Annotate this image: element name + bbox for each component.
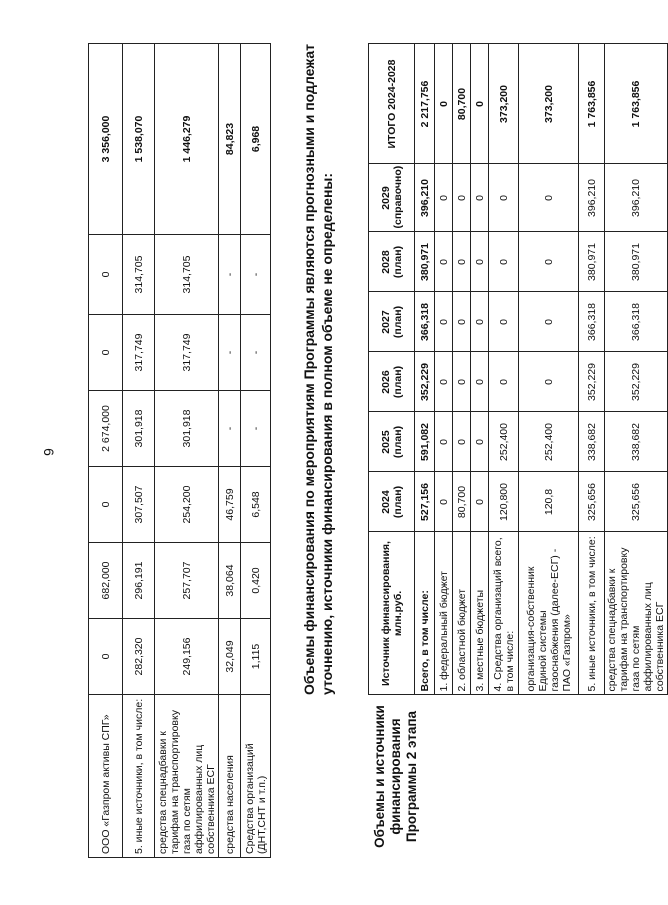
- row-label: ООО «Газпром активы СПГ»: [89, 695, 123, 858]
- cell-total: 84,823: [219, 44, 241, 235]
- cell-2028: 380,971: [605, 232, 668, 292]
- row-label: Средства организаций (ДНТ,СНТ и т.п.): [241, 695, 271, 858]
- cell-2029: 0: [489, 164, 519, 232]
- cell-2029: 396,210: [579, 164, 605, 232]
- cell-total: 80,700: [453, 44, 471, 164]
- table-row: [89, 44, 123, 858]
- cell-2026: 6,548: [241, 467, 271, 543]
- cell-2028: 0: [453, 232, 471, 292]
- header-2029: 2029 (справочно): [369, 164, 415, 232]
- cell-total: 373,200: [489, 44, 519, 164]
- cell-2025: 296,191: [123, 543, 155, 619]
- cell-2029: 0: [89, 235, 123, 315]
- cell-2028: 0: [89, 315, 123, 391]
- row-label: 5. иные источники, в том числе:: [123, 695, 155, 858]
- cell-total: 6,968: [241, 44, 271, 235]
- cell-2024: 249,156: [155, 619, 219, 695]
- row-label: организация-собственник Единой системы газоснабжения (далее-ЕСГ) - ПАО «Газпром»: [519, 532, 579, 695]
- cell-2026: 0: [489, 352, 519, 412]
- cell-2024: 325,656: [605, 472, 668, 532]
- cell-2027: 0: [519, 292, 579, 352]
- table-row: [241, 44, 271, 858]
- stage2-intro-text: Объемы финансирования по мероприятиям Программы являются прогнозными и подлежат уточнению, источники финансирования в полном объеме не определены:: [301, 44, 335, 695]
- section-label-cell: [369, 695, 668, 858]
- header-row: [369, 44, 415, 858]
- cell-2027: 301,918: [155, 391, 219, 467]
- cell-total: 1 763,856: [579, 44, 605, 164]
- row-label: 3. местные бюджеты: [471, 532, 489, 695]
- cell-2027: 366,318: [415, 292, 435, 352]
- cell-2026: 254,200: [155, 467, 219, 543]
- section-label-line: Объемы и источники: [372, 705, 387, 848]
- cell-2027: 0: [453, 292, 471, 352]
- cell-total: 0: [471, 44, 489, 164]
- cell-2025: 682,000: [89, 543, 123, 619]
- cell-2029: 0: [435, 164, 453, 232]
- cell-2027: 0: [471, 292, 489, 352]
- cell-2026: 0: [89, 467, 123, 543]
- cell-2027: 366,318: [579, 292, 605, 352]
- cell-2028: 0: [435, 232, 453, 292]
- cell-2024: 0: [435, 472, 453, 532]
- cell-2027: -: [219, 391, 241, 467]
- cell-2026: 0: [435, 352, 453, 412]
- row-label: 2. областной бюджет: [453, 532, 471, 695]
- cell-2029: 0: [453, 164, 471, 232]
- section-label-line: Программы 2 этапа: [404, 710, 419, 843]
- cell-total: 1 763,856: [605, 44, 668, 164]
- header-2028: 2028 (план): [369, 232, 415, 292]
- cell-2024: 325,656: [579, 472, 605, 532]
- cell-2025: 0,420: [241, 543, 271, 619]
- cell-2026: 46,759: [219, 467, 241, 543]
- cell-total: 0: [435, 44, 453, 164]
- cell-2027: 2 674,000: [89, 391, 123, 467]
- header-2025: 2025 (план): [369, 412, 415, 472]
- cell-2028: 0: [489, 232, 519, 292]
- cell-2028: 380,971: [415, 232, 435, 292]
- cell-total: 1 538,070: [123, 44, 155, 235]
- header-source: Источник финансирования, млн.руб.: [369, 532, 415, 695]
- cell-2025: 338,682: [579, 412, 605, 472]
- cell-2024: 0: [471, 472, 489, 532]
- header-total: ИТОГО 2024-2028: [369, 44, 415, 164]
- cell-2029: -: [219, 235, 241, 315]
- cell-2024: 120,8: [519, 472, 579, 532]
- cell-2024: 0: [89, 619, 123, 695]
- cell-2029: 314,705: [155, 235, 219, 315]
- stage2-financing-table: [368, 44, 668, 859]
- cell-2028: 380,971: [579, 232, 605, 292]
- row-label: средства спецнадбавки к тарифам на транспортировку газа по сетям аффилированных лиц собственника ЕСГ: [155, 695, 219, 858]
- cell-2025: 0: [453, 412, 471, 472]
- cell-total: 2 217,756: [415, 44, 435, 164]
- cell-2025: 38,064: [219, 543, 241, 619]
- cell-2029: 0: [471, 164, 489, 232]
- cell-2028: 0: [519, 232, 579, 292]
- cell-2026: 0: [519, 352, 579, 412]
- cell-2027: 366,318: [605, 292, 668, 352]
- table-row: [123, 44, 155, 858]
- cell-2029: 396,210: [605, 164, 668, 232]
- cell-2027: 301,918: [123, 391, 155, 467]
- cell-2025: 338,682: [605, 412, 668, 472]
- cell-2029: -: [241, 235, 271, 315]
- row-label: 4. Средства организаций всего, в том числе:: [489, 532, 519, 695]
- page-number: 6: [41, 448, 57, 456]
- cell-2025: 252,400: [489, 412, 519, 472]
- row-label: средства спецнадбавки к тарифам на транспортировку газа по сетям аффилированных лиц собственника ЕСГ: [605, 532, 668, 695]
- cell-2028: 0: [471, 232, 489, 292]
- cell-2025: 257,707: [155, 543, 219, 619]
- cell-2026: 0: [453, 352, 471, 412]
- cell-2027: 0: [489, 292, 519, 352]
- cell-2025: 0: [435, 412, 453, 472]
- cell-2025: 252,400: [519, 412, 579, 472]
- cell-2027: 0: [435, 292, 453, 352]
- cell-2028: 317,749: [155, 315, 219, 391]
- header-2024: 2024 (план): [369, 472, 415, 532]
- cell-2026: 352,229: [579, 352, 605, 412]
- header-2026: 2026 (план): [369, 352, 415, 412]
- cell-2029: 314,705: [123, 235, 155, 315]
- row-label: средства населения: [219, 695, 241, 858]
- cell-2024: 32,049: [219, 619, 241, 695]
- cell-2026: 307,507: [123, 467, 155, 543]
- cell-2028: 317,749: [123, 315, 155, 391]
- header-2027: 2027 (план): [369, 292, 415, 352]
- table-row: [219, 44, 241, 858]
- cell-2028: -: [219, 315, 241, 391]
- row-label: Всего, в том числе:: [415, 532, 435, 695]
- table-row: [155, 44, 219, 858]
- cell-2029: 0: [519, 164, 579, 232]
- cell-total: 3 356,000: [89, 44, 123, 235]
- cell-2025: 0: [471, 412, 489, 472]
- cell-2025: 591,082: [415, 412, 435, 472]
- section-label-line: финансирования: [388, 718, 403, 835]
- cell-2026: 0: [471, 352, 489, 412]
- cell-2024: 527,156: [415, 472, 435, 532]
- row-label: 1. федеральный бюджет: [435, 532, 453, 695]
- cell-2024: 1,115: [241, 619, 271, 695]
- cell-2026: 352,229: [415, 352, 435, 412]
- cell-2028: -: [241, 315, 271, 391]
- cell-2029: 396,210: [415, 164, 435, 232]
- cell-2026: 352,229: [605, 352, 668, 412]
- row-label: 5. иные источники, в том числе:: [579, 532, 605, 695]
- cell-total: 1 446,279: [155, 44, 219, 235]
- stage1-continuation-table: [88, 43, 271, 858]
- cell-2024: 120,800: [489, 472, 519, 532]
- rotated-sheet: [88, 44, 666, 858]
- cell-2027: -: [241, 391, 271, 467]
- cell-total: 373,200: [519, 44, 579, 164]
- cell-2024: 282,320: [123, 619, 155, 695]
- cell-2024: 80,700: [453, 472, 471, 532]
